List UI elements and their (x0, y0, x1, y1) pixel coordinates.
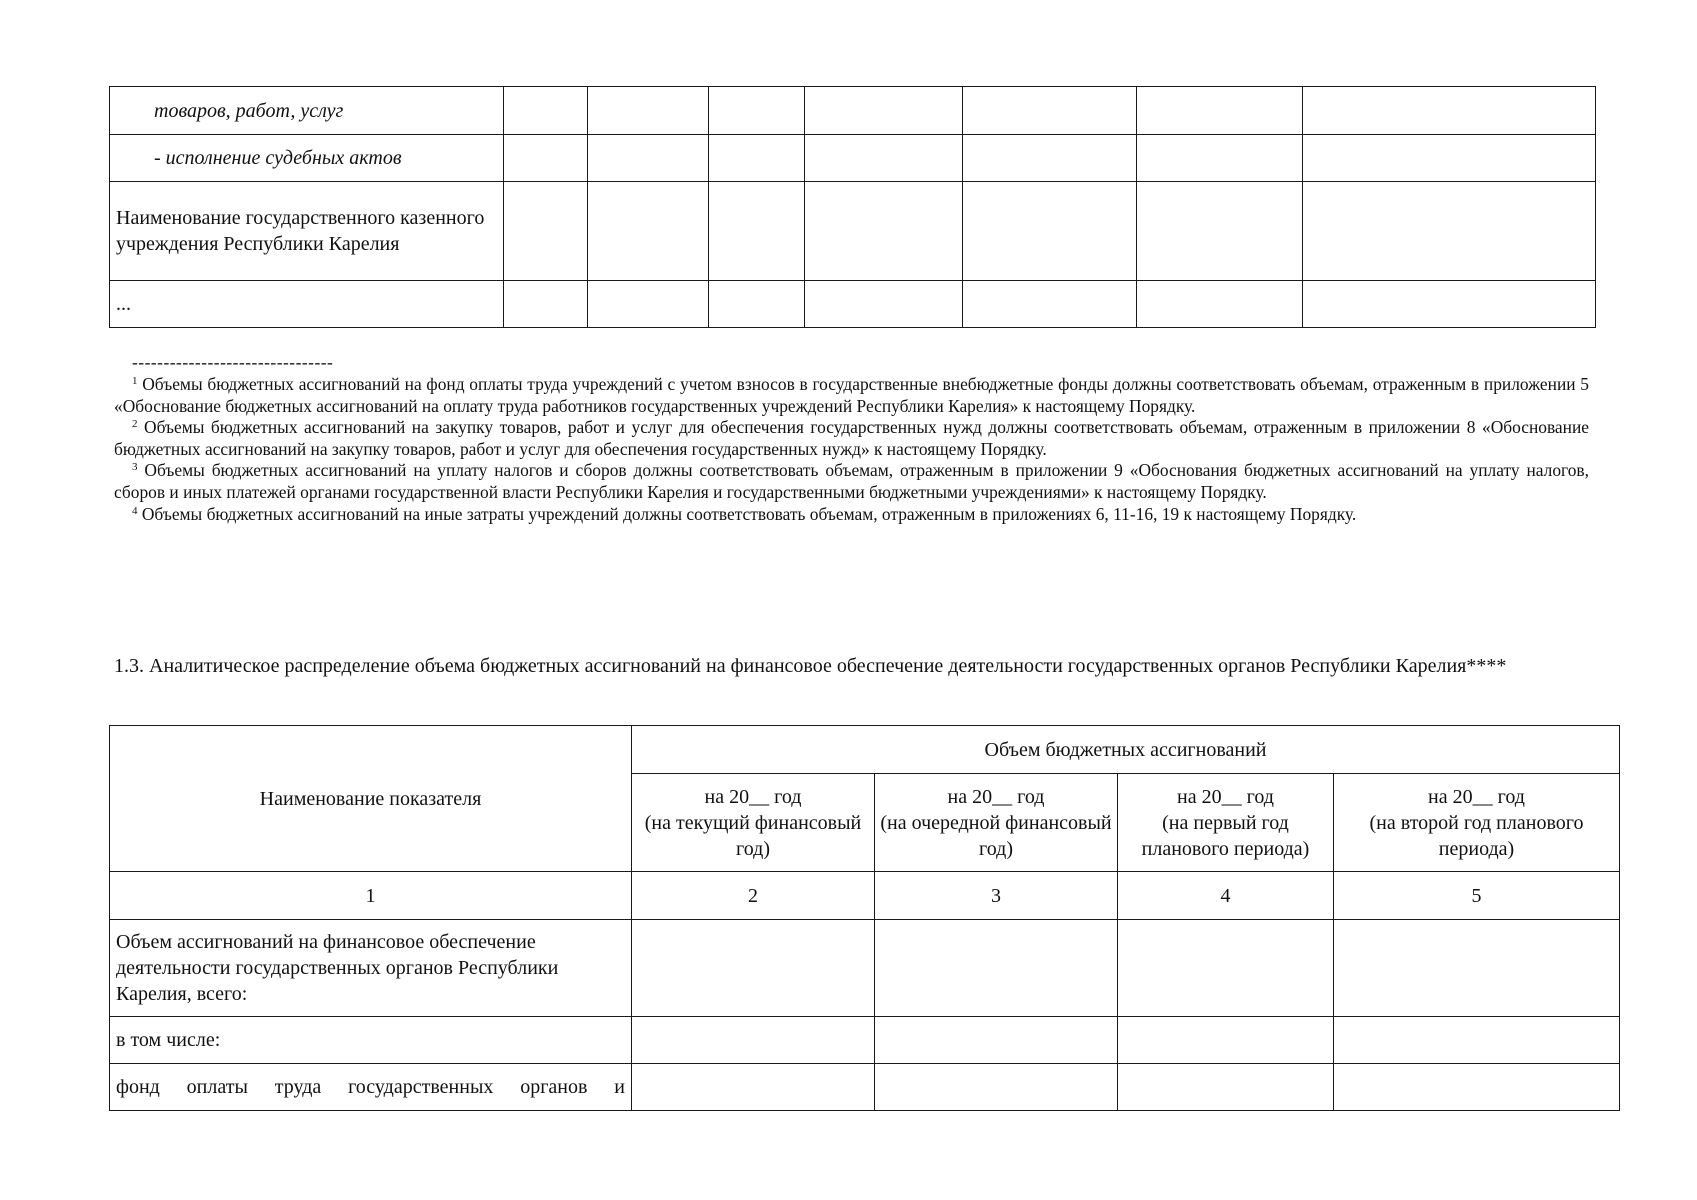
table-row (110, 182, 1596, 281)
year-header (632, 774, 875, 872)
empty-cell (1137, 281, 1303, 328)
empty-cell (504, 281, 588, 328)
empty-cell (962, 135, 1137, 182)
empty-cell (805, 281, 962, 328)
table-row (110, 1064, 1620, 1111)
empty-cell (708, 87, 804, 135)
empty-cell (587, 87, 708, 135)
year-header-line: на 20__ год (947, 785, 1045, 808)
empty-cell (805, 87, 962, 135)
group-header: Объем бюджетных ассигнований (632, 726, 1620, 774)
empty-cell (1137, 135, 1303, 182)
row-label: товаров, работ, услуг (110, 87, 504, 135)
empty-cell (504, 182, 588, 281)
empty-cell (875, 1017, 1118, 1064)
year-header-subline: (на первый год планового периода) (1141, 811, 1310, 860)
empty-cell (805, 135, 962, 182)
empty-cell (587, 135, 708, 182)
row-label: ... (110, 281, 504, 328)
table-row (110, 281, 1596, 328)
empty-cell (632, 920, 875, 1017)
year-header (1334, 774, 1620, 872)
empty-cell (504, 135, 588, 182)
empty-cell (962, 281, 1137, 328)
footnotes (114, 354, 1589, 525)
empty-cell (1118, 1017, 1334, 1064)
empty-cell (805, 182, 962, 281)
empty-cell (708, 182, 804, 281)
footnote-mark: 1 (132, 375, 138, 387)
year-header-subline: (на текущий финансовый год) (644, 811, 862, 860)
empty-cell (587, 281, 708, 328)
row-label: Наименование государственного казенного учреждения Республики Карелия (110, 182, 504, 281)
year-header (1118, 774, 1334, 872)
footnote-mark: 3 (132, 461, 138, 474)
row-label: - исполнение судебных актов (110, 135, 504, 182)
top-table (109, 86, 1596, 328)
empty-cell (1118, 920, 1334, 1017)
empty-cell (962, 87, 1137, 135)
empty-cell (1137, 182, 1303, 281)
table-row (110, 87, 1596, 135)
empty-cell (1303, 135, 1596, 182)
allocation-table (109, 725, 1620, 1111)
footnote-text: Объемы бюджетных ассигнований на иные затраты учреждений должны соответствовать объемам, отраженным в приложениях 6, 11-16, 19 к настоящему Порядку. (141, 503, 1357, 524)
year-header-subline: (на второй год планового периода) (1369, 811, 1584, 860)
empty-cell (504, 87, 588, 135)
year-header (875, 774, 1118, 872)
footnote-2 (114, 417, 1589, 460)
column-number: 3 (875, 872, 1118, 920)
empty-cell (1334, 1064, 1620, 1111)
footnote-3 (114, 460, 1589, 503)
footnote-mark: 2 (132, 418, 138, 431)
empty-cell (875, 920, 1118, 1017)
row-label: Объем ассигнований на финансовое обеспечение деятельности государственных органов Республики Карелия, всего: (110, 920, 632, 1017)
year-header-subline: (на очередной финансовый год) (880, 811, 1112, 860)
year-header-line: на 20__ год (1428, 785, 1525, 808)
footnote-separator: -------------------------------- (132, 352, 334, 372)
section-heading: 1.3. Аналитическое распределение объема бюджетных ассигнований на финансовое обеспечение деятельности государственных органов Республики Карелия**** (114, 655, 1507, 677)
column-number-row (110, 872, 1620, 920)
empty-cell (708, 281, 804, 328)
empty-cell (1303, 182, 1596, 281)
table-row (110, 920, 1620, 1017)
empty-cell (1118, 1064, 1334, 1111)
empty-cell (587, 182, 708, 281)
row-label: фонд оплаты труда государственных органов и (110, 1064, 632, 1111)
footnote-text: Объемы бюджетных ассигнований на фонд оплаты труда учреждений с учетом взносов в государственные внебюджетные фонды должны соответствовать объемам, отраженным в приложении 5 «Обоснование бюджетных ассигнований на оплату труда работников государственных учреждений Республики Карелия» к настоящему Порядку. (114, 374, 1589, 416)
footnote-text: Объемы бюджетных ассигнований на уплату налогов и сборов должны соответствовать объемам, отраженным в приложении 9 «Обоснования бюджетных ассигнований на уплату налогов, сборов и иных платежей органами государственной власти Республики Карелия и государственными бюджетными учреждениями» к настоящему Порядку. (114, 460, 1589, 502)
year-header-line: на 20__ год (704, 785, 802, 808)
table-row (110, 1017, 1620, 1064)
column-number: 5 (1334, 872, 1620, 920)
footnote-4 (114, 504, 1589, 526)
empty-cell (1303, 87, 1596, 135)
empty-cell (708, 135, 804, 182)
empty-cell (1334, 1017, 1620, 1064)
footnote-text: Объемы бюджетных ассигнований на закупку товаров, работ и услуг для обеспечения государственных нужд должны соответствовать объемам, отраженным в приложении 8 «Обоснование бюджетных ассигнований на закупку товаров, работ и услуг для обеспечения государственных нужд» к настоящему Порядку. (114, 417, 1589, 459)
empty-cell (1303, 281, 1596, 328)
indicator-header: Наименование показателя (110, 726, 632, 872)
column-number: 4 (1118, 872, 1334, 920)
footnote-1 (114, 374, 1589, 417)
empty-cell (875, 1064, 1118, 1111)
table-header-row (110, 726, 1620, 774)
empty-cell (962, 182, 1137, 281)
empty-cell (632, 1017, 875, 1064)
column-number: 2 (632, 872, 875, 920)
row-label: в том числе: (110, 1017, 632, 1064)
column-number: 1 (110, 872, 632, 920)
year-header-line: на 20__ год (1177, 785, 1274, 808)
empty-cell (1334, 920, 1620, 1017)
empty-cell (1137, 87, 1303, 135)
empty-cell (632, 1064, 875, 1111)
table-row (110, 135, 1596, 182)
footnote-mark: 4 (132, 504, 138, 517)
